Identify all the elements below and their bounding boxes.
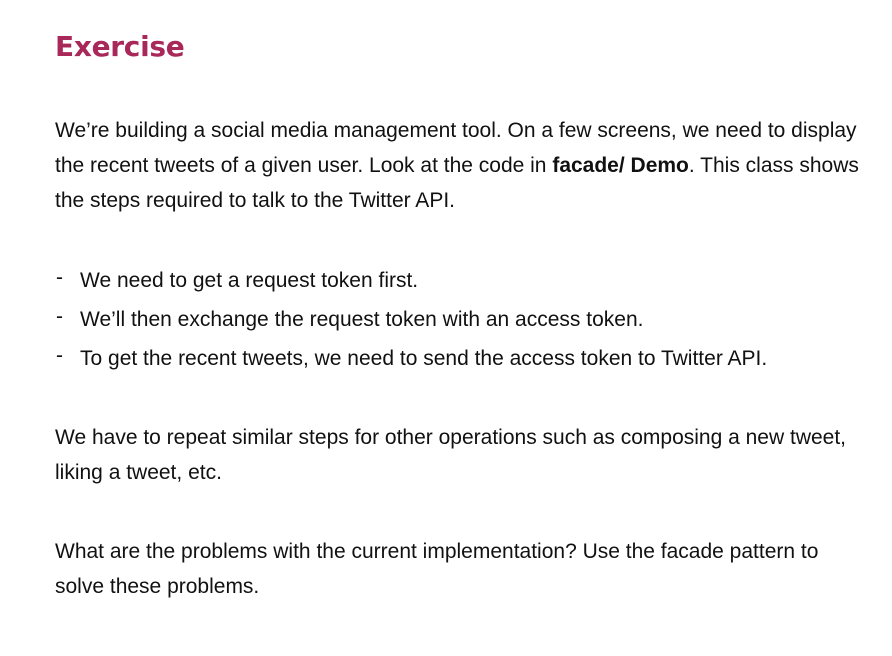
list-item — [55, 339, 875, 378]
step-text: We need to get a request token first. — [80, 269, 419, 292]
repeat-note-paragraph: We have to repeat similar steps for other operations such as composing a new tweet, liking a tweet, etc. — [55, 426, 847, 484]
step-text: We’ll then exchange the request token with an access token. — [80, 308, 644, 331]
list-item — [55, 261, 875, 300]
bullet-dash: - — [56, 266, 63, 289]
bullet-dash: - — [56, 344, 63, 367]
bullet-dash: - — [56, 305, 63, 328]
intro-text-part2: . This class shows the steps required to talk to the Twitter API. — [55, 154, 859, 212]
step-text: To get the recent tweets, we need to send the access token to Twitter API. — [80, 347, 768, 370]
list-item — [55, 300, 875, 339]
question-paragraph: What are the problems with the current implementation? Use the facade pattern to solve these problems. — [55, 540, 819, 598]
steps-list — [55, 261, 875, 378]
exercise-title: Exercise — [55, 30, 185, 63]
intro-text-part1: We’re building a social media management tool. On a few screens, we need to display the recent tweets of a given user. Look at the code in — [55, 119, 857, 177]
intro-paragraph — [55, 113, 865, 218]
code-reference: facade/ Demo — [552, 154, 689, 177]
